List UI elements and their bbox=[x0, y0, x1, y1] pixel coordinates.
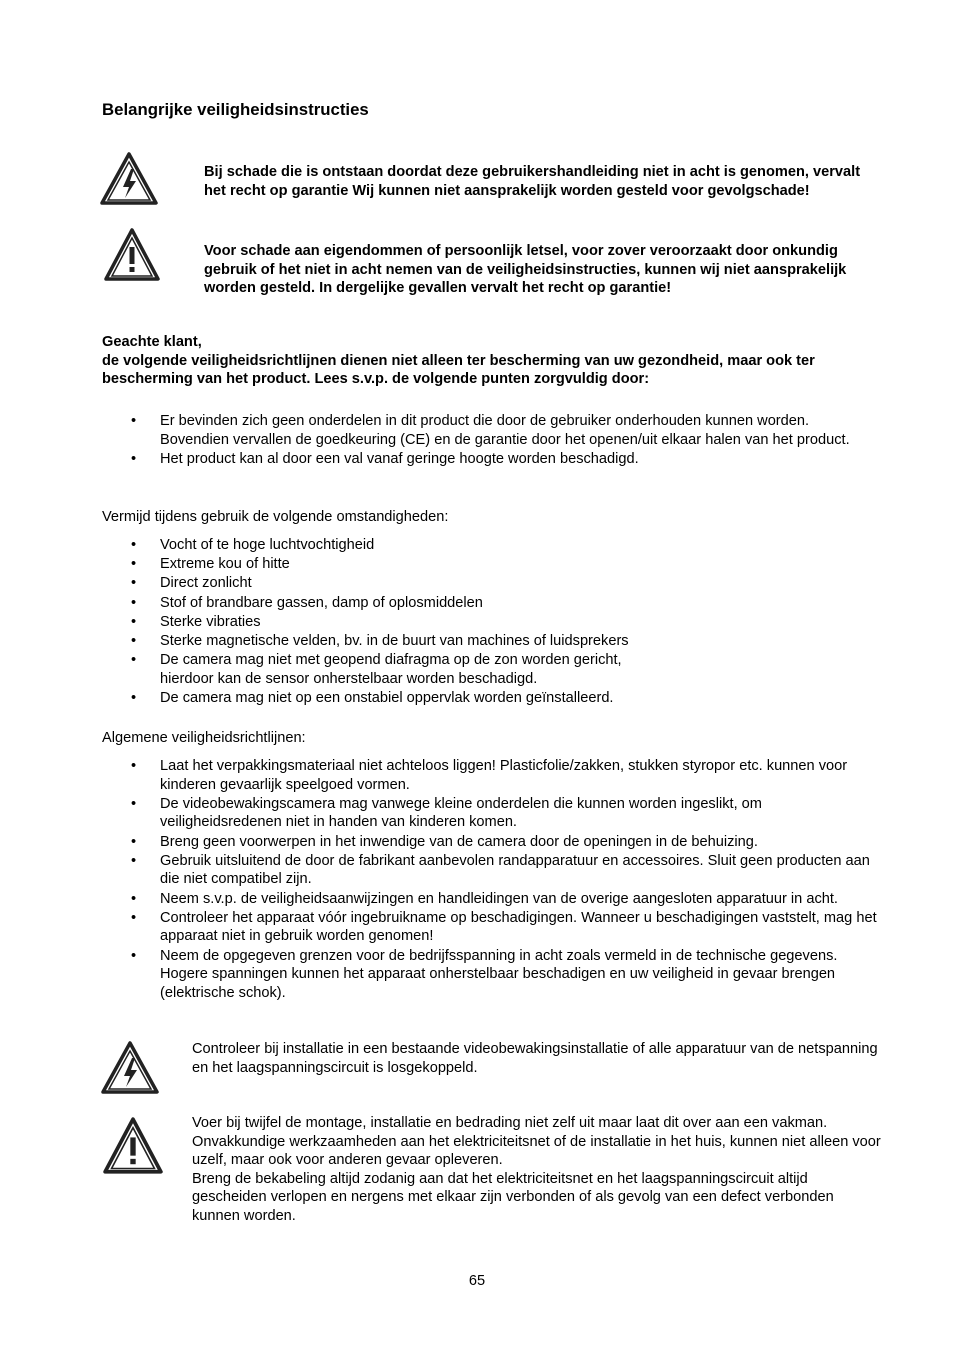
bullet-icon: • bbox=[131, 450, 137, 467]
list-item: • Neem de opgegeven grenzen voor de bedrijfsspanning in acht zoals vermeld in de technische gegevens. Hogere spanningen kunnen het apparaat onherstelbaar beschadigen en uw veiligheid in gevaar brengen (elektrische schok). bbox=[131, 947, 838, 1001]
bullet-icon: • bbox=[131, 909, 137, 926]
bullet-icon: • bbox=[131, 890, 137, 907]
list-item: • Controleer het apparaat vóór ingebruikname op beschadigingen. Wanneer u beschadigingen vaststelt, mag het apparaat niet in gebruik worden genomen! bbox=[131, 909, 877, 945]
bullet-icon: • bbox=[131, 652, 137, 669]
high-voltage-warning-icon bbox=[99, 1040, 161, 1096]
list-item: • De videobewakingscamera mag vanwege kleine onderdelen die kunnen worden ingeslikt, om veiligheidsredenen niet in handen van kinderen komen. bbox=[131, 795, 762, 831]
bullet-icon: • bbox=[131, 556, 137, 573]
list-item: • Het product kan al door een val vanaf geringe hoogte worden beschadigd. bbox=[131, 450, 639, 467]
warning-text-vakman: Voer bij twijfel de montage, installatie en bedrading niet zelf uit maar laat dit over aan een vakman. Onvakkundige werkzaamheden aan het elektriciteitsnet of de installatie in het huis, kunnen niet alleen voor uzelf, maar ook voor anderen gevaar opleveren. Breng de bekabeling altijd zodanig aan dat het elektriciteitsnet en het laagspanningscircuit altijd gescheiden verlopen en nergens met elkaar zijn verbonden of als gevolg van een defect verbonden kunnen worden. bbox=[192, 1115, 881, 1224]
page-number: 65 bbox=[468, 1273, 486, 1289]
avoid-label: Vermijd tijdens gebruik de volgende omstandigheden: bbox=[102, 509, 449, 525]
list-item: • De camera mag niet op een onstabiel oppervlak worden geïnstalleerd. bbox=[131, 689, 614, 706]
exclamation-warning-icon bbox=[101, 1116, 165, 1176]
list-item: • Laat het verpakkingsmateriaal niet achteloos liggen! Plasticfolie/zakken, stukken styropor etc. kunnen voor kinderen gevaarlijk speelgoed vormen. bbox=[131, 758, 848, 793]
list-item: • Gebruik uitsluitend de door de fabrikant aanbevolen randapparatuur en accessoires. Sluit geen producten aan die niet compatibel zijn. bbox=[131, 852, 870, 888]
list-item: • Breng geen voorwerpen in het inwendige van de camera door de openingen in de behuizing. bbox=[131, 833, 758, 850]
salutation: Geachte klant, bbox=[102, 334, 202, 350]
list-item: • Vocht of te hoge luchtvochtigheid bbox=[131, 537, 375, 553]
list-item: • Neem s.v.p. de veiligheidsaanwijzingen en handleidingen van de overige aangesloten apparatuur in acht. bbox=[131, 890, 838, 907]
warning-text-schade: Voor schade aan eigendommen of persoonlijk letsel, voor zover veroorzaakt door onkundig gebruik of het niet in acht nemen van de veiligheidsinstructies, kunnen wij niet aansprakelijk worden gesteld. In dergelijke gevallen vervalt het recht op garantie! bbox=[204, 243, 847, 297]
bullet-icon: • bbox=[131, 947, 137, 964]
intro-text: de volgende veiligheidsrichtlijnen dienen niet alleen ter bescherming van uw gezondheid, maar ook ter bescherming van het product. Lees s.v.p. de volgende punten zorgvuldig door: bbox=[102, 352, 815, 388]
high-voltage-warning-icon bbox=[99, 151, 159, 207]
bullet-icon: • bbox=[131, 413, 137, 429]
bullet-icon: • bbox=[131, 758, 137, 774]
list-item: • Direct zonlicht bbox=[131, 575, 252, 592]
bullet-icon: • bbox=[131, 689, 137, 706]
bullet-icon: • bbox=[131, 795, 137, 812]
page-title: Belangrijke veiligheidsinstructies bbox=[102, 100, 369, 119]
bullet-icon: • bbox=[131, 613, 137, 630]
exclamation-warning-icon bbox=[103, 227, 161, 283]
bullet-icon: • bbox=[131, 632, 137, 649]
bullet-list-general bbox=[102, 757, 882, 1003]
bullet-icon: • bbox=[131, 575, 137, 592]
bullet-list-product bbox=[102, 412, 882, 469]
bullet-list-avoid bbox=[102, 536, 882, 708]
list-item: • Er bevinden zich geen onderdelen in dit product die door de gebruiker onderhouden kunnen worden. Bovendien vervallen de goedkeuring (CE) en de garantie door het openen/uit elkaar halen van het product. bbox=[131, 413, 850, 448]
warning-text-garantie: Bij schade die is ontstaan doordat deze gebruikershandleiding niet in acht is genomen, vervalt het recht op garantie Wij kunnen niet aansprakelijk worden gesteld voor gevolgschade! bbox=[204, 164, 861, 199]
list-item: • Sterke magnetische velden, bv. in de buurt van machines of luidsprekers bbox=[131, 632, 629, 649]
general-label: Algemene veiligheidsrichtlijnen: bbox=[102, 730, 306, 746]
list-item: • De camera mag niet met geopend diafragma op de zon worden gericht, hierdoor kan de sensor onherstelbaar worden beschadigd. bbox=[131, 652, 622, 687]
list-item: • Extreme kou of hitte bbox=[131, 556, 290, 573]
bullet-icon: • bbox=[131, 852, 137, 869]
intro-block bbox=[102, 333, 882, 389]
list-item: • Sterke vibraties bbox=[131, 613, 261, 630]
bullet-icon: • bbox=[131, 594, 137, 611]
bullet-icon: • bbox=[131, 537, 137, 553]
bullet-icon: • bbox=[131, 833, 137, 850]
list-item: • Stof of brandbare gassen, damp of oplosmiddelen bbox=[131, 594, 483, 611]
warning-text-netspanning: Controleer bij installatie in een bestaande videobewakingsinstallatie of alle apparatuur van de netspanning en het laagspanningscircuit is losgekoppeld. bbox=[192, 1041, 878, 1076]
